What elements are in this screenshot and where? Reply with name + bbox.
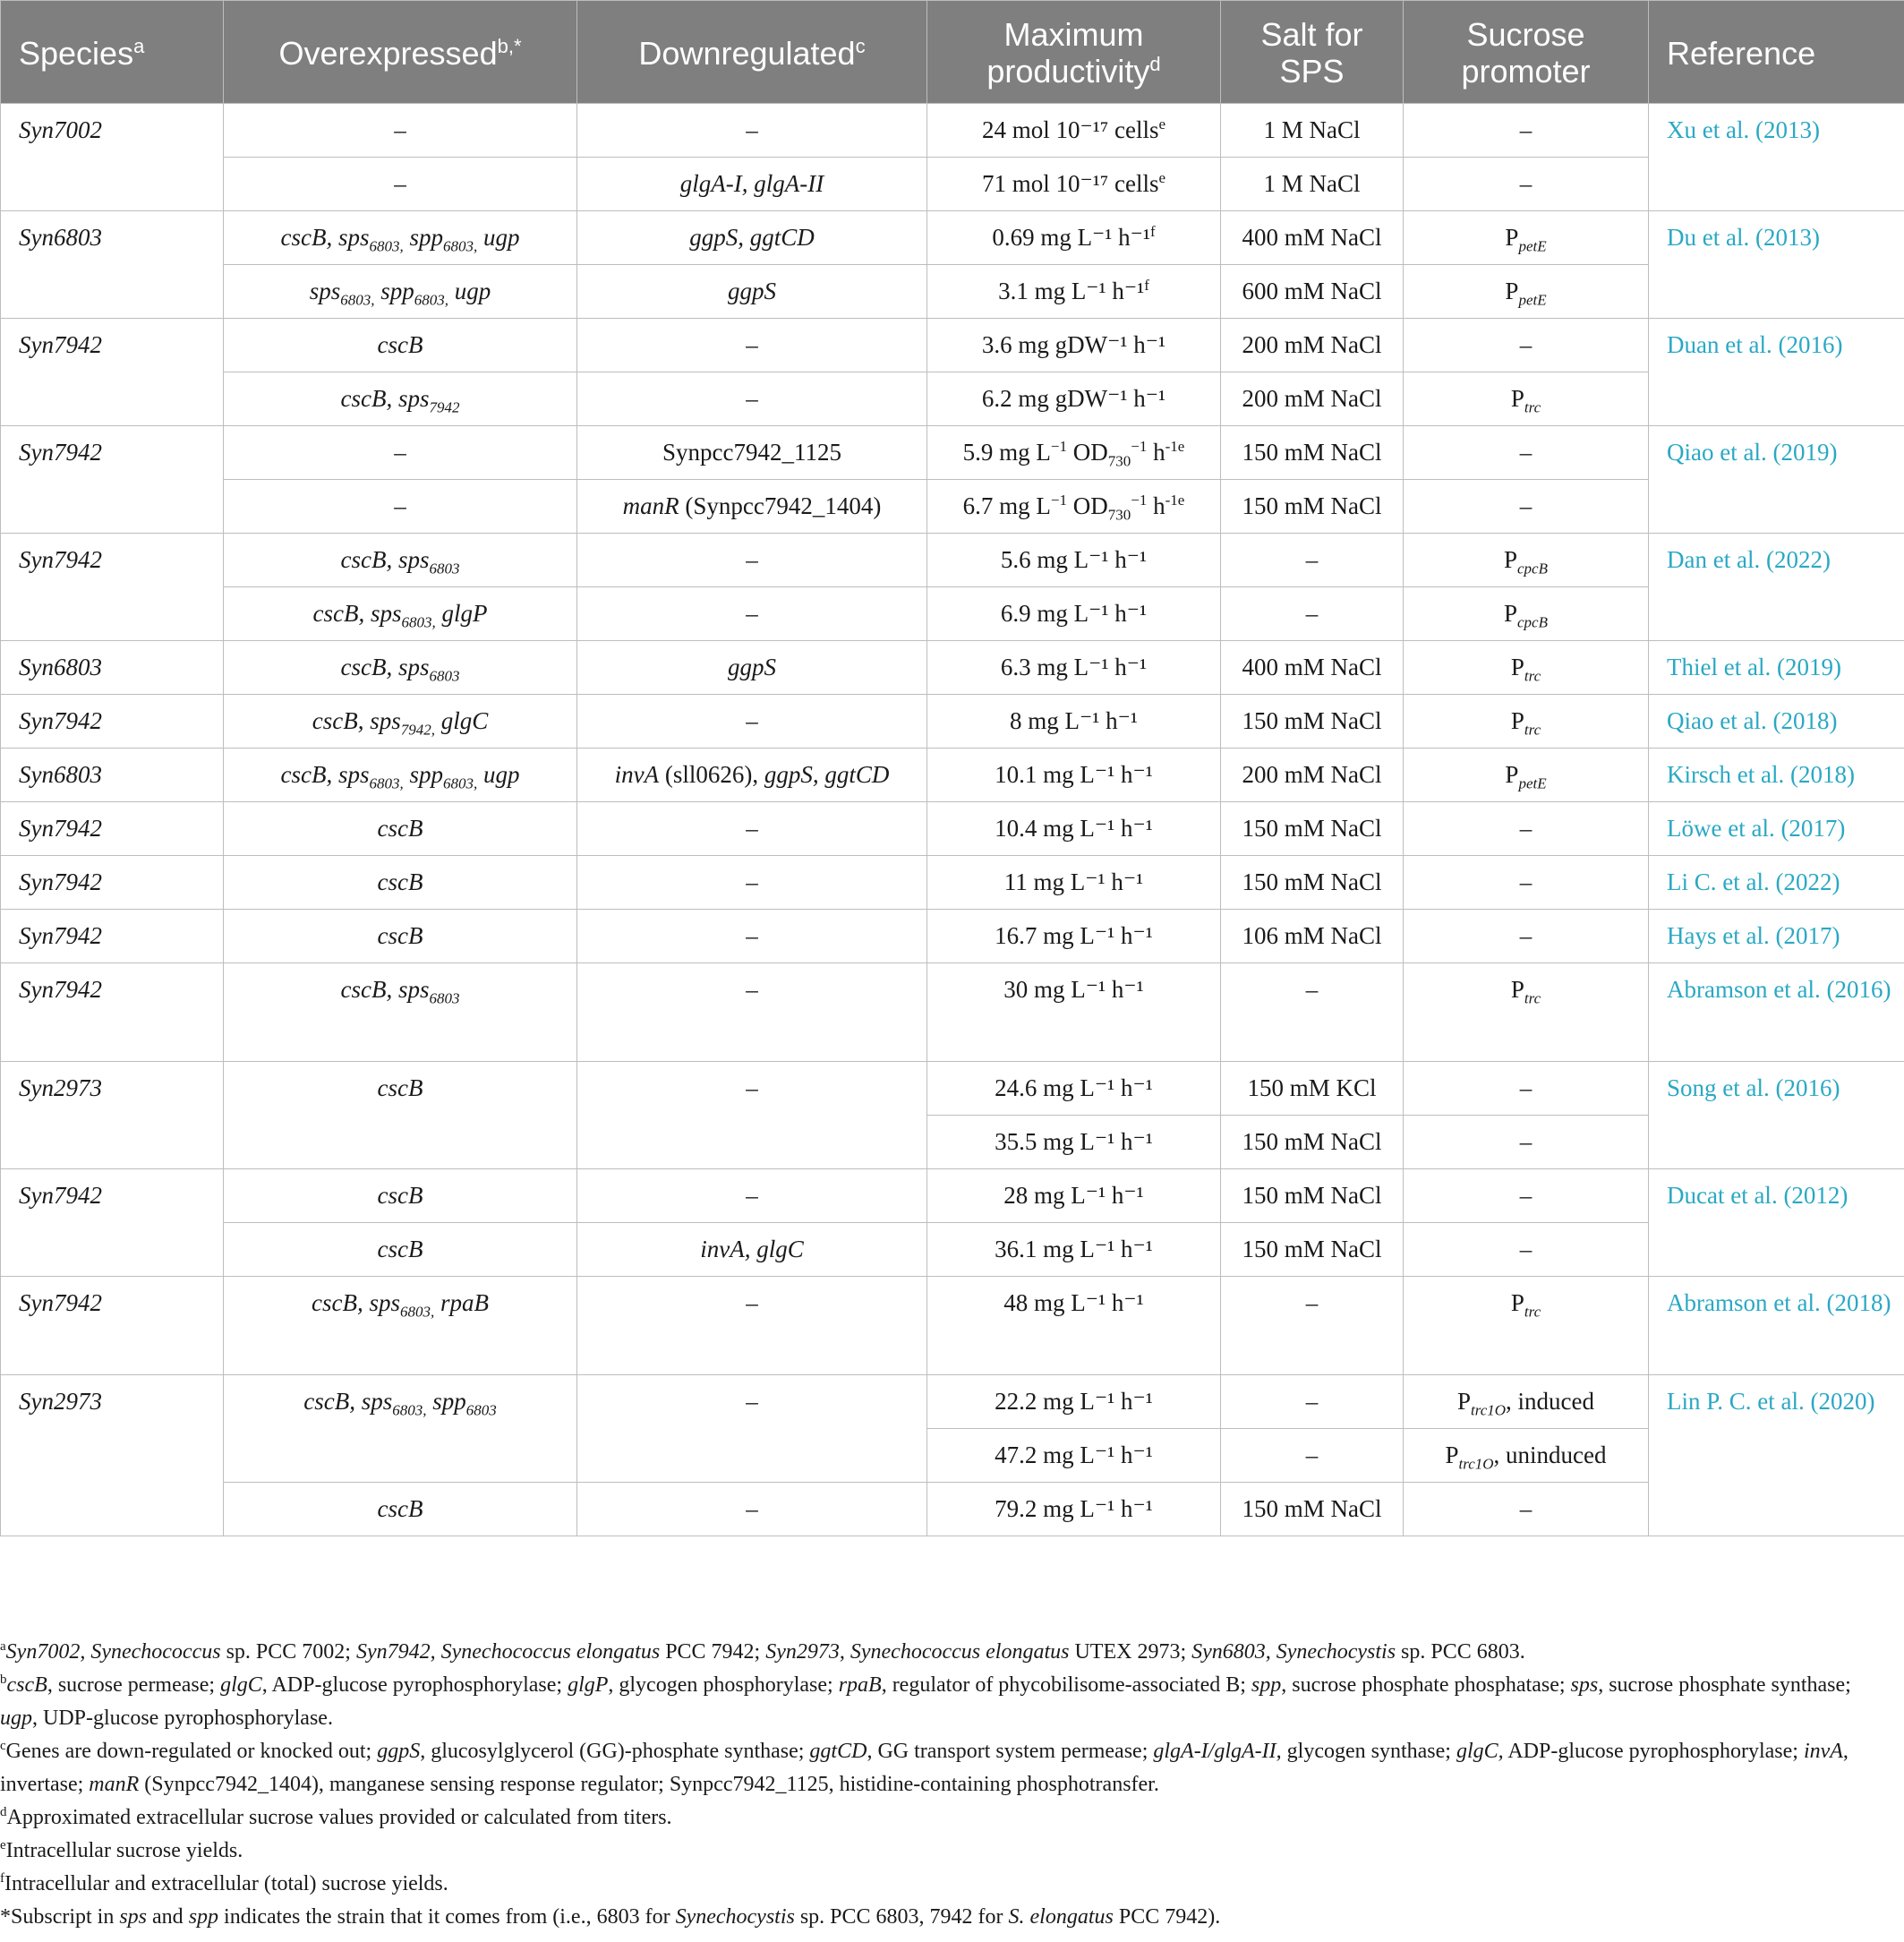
overexpressed-cell: – bbox=[224, 104, 577, 158]
species-cell: Syn7942 bbox=[1, 856, 224, 910]
promoter-cell: – bbox=[1404, 1483, 1649, 1536]
productivity-cell: 16.7 mg L⁻¹ h⁻¹ bbox=[927, 910, 1221, 963]
downregulated-cell: – bbox=[577, 1277, 927, 1375]
overexpressed-cell: – bbox=[224, 426, 577, 480]
reference-link[interactable]: Abramson et al. (2016) bbox=[1649, 963, 1904, 1062]
downregulated-cell: invA, glgC bbox=[577, 1223, 927, 1277]
salt-cell: 150 mM NaCl bbox=[1221, 856, 1404, 910]
overexpressed-cell: cscB bbox=[224, 1062, 577, 1169]
downregulated-cell: Synpcc7942_1125 bbox=[577, 426, 927, 480]
salt-cell: 150 mM NaCl bbox=[1221, 1223, 1404, 1277]
promoter-cell: $P_{petE}$ bbox=[1404, 265, 1649, 319]
overexpressed-cell: cscB bbox=[224, 802, 577, 856]
header-promoter: Sucrose promoter bbox=[1404, 1, 1649, 104]
overexpressed-cell: cscB bbox=[224, 1223, 577, 1277]
productivity-cell: 35.5 mg L⁻¹ h⁻¹ bbox=[927, 1116, 1221, 1169]
overexpressed-cell: cscB bbox=[224, 856, 577, 910]
species-cell: Syn6803 bbox=[1, 749, 224, 802]
salt-cell: 400 mM NaCl bbox=[1221, 641, 1404, 695]
productivity-cell: 6.2 mg gDW⁻¹ h⁻¹ bbox=[927, 372, 1221, 426]
header-overexpressed: Overexpressed$^{b,*}$ bbox=[224, 1, 577, 104]
table-row bbox=[1, 695, 1904, 749]
productivity-cell: 71 mol 10⁻¹⁷ cells$^e$ bbox=[927, 158, 1221, 211]
overexpressed-cell: cscB, sps$_{7942,}$ glgC bbox=[224, 695, 577, 749]
salt-cell: 200 mM NaCl bbox=[1221, 372, 1404, 426]
footnote-b: $^b$cscB, sucrose permease; glgC, ADP-glucose pyrophosphorylase; glgP, glycogen phosphorylase; rpaB, regulator of phycobilisome-associated B; spp, sucrose phosphate phosphatase; sps, sucrose phosphate synthase; ugp, UDP-glucose pyrophosphorylase. bbox=[0, 1673, 1851, 1730]
species-cell: Syn7942 bbox=[1, 319, 224, 426]
salt-cell: 150 mM NaCl bbox=[1221, 1116, 1404, 1169]
species-cell: Syn2973 bbox=[1, 1062, 224, 1169]
productivity-cell: 36.1 mg L⁻¹ h⁻¹ bbox=[927, 1223, 1221, 1277]
productivity-cell: 79.2 mg L⁻¹ h⁻¹ bbox=[927, 1483, 1221, 1536]
table-row bbox=[1, 856, 1904, 910]
overexpressed-cell: cscB bbox=[224, 1483, 577, 1536]
productivity-cell: 11 mg L⁻¹ h⁻¹ bbox=[927, 856, 1221, 910]
salt-cell: 200 mM NaCl bbox=[1221, 749, 1404, 802]
productivity-cell: 8 mg L⁻¹ h⁻¹ bbox=[927, 695, 1221, 749]
productivity-cell: 3.1 mg L⁻¹ h⁻¹$^f$ bbox=[927, 265, 1221, 319]
downregulated-cell: – bbox=[577, 910, 927, 963]
header-productivity: Maximum productivity$^d$ bbox=[927, 1, 1221, 104]
overexpressed-cell: cscB, sps$_{6803,}$ spp$_{6803,}$ ugp bbox=[224, 749, 577, 802]
reference-link[interactable]: Thiel et al. (2019) bbox=[1649, 641, 1904, 695]
promoter-cell: – bbox=[1404, 104, 1649, 158]
table-row bbox=[1, 426, 1904, 480]
footnote-c: $^c$Genes are down-regulated or knocked out; ggpS, glucosylglycerol (GG)-phosphate synthase; ggtCD, GG transport system permease; glgA-I/glgA-II, glycogen synthase; glgC, ADP-glucose pyrophosphorylase; invA, invertase; manR (Synpcc7942_1404), manganese sensing response regulator; Synpcc7942_1125, histidine-containing phosphotransfer. bbox=[0, 1739, 1849, 1796]
salt-cell: 400 mM NaCl bbox=[1221, 211, 1404, 265]
header-species: Species$^a$ bbox=[1, 1, 224, 104]
table-row bbox=[1, 1375, 1904, 1429]
downregulated-cell: ggpS, ggtCD bbox=[577, 211, 927, 265]
salt-cell: – bbox=[1221, 1375, 1404, 1429]
overexpressed-cell: sps$_{6803,}$ spp$_{6803,}$ ugp bbox=[224, 265, 577, 319]
footnote-a: $^a$Syn7002, Synechococcus sp. PCC 7002; Syn7942, Synechococcus elongatus PCC 7942; Syn2973, Synechococcus elongatus UTEX 2973; Syn6803, Synechocystis sp. PCC 6803. bbox=[0, 1639, 1525, 1664]
table-footnotes bbox=[0, 1636, 1889, 1934]
salt-cell: – bbox=[1221, 534, 1404, 587]
downregulated-cell: – bbox=[577, 1375, 927, 1483]
salt-cell: – bbox=[1221, 1429, 1404, 1483]
salt-cell: 1 M NaCl bbox=[1221, 158, 1404, 211]
reference-link[interactable]: Song et al. (2016) bbox=[1649, 1062, 1904, 1169]
productivity-cell: 6.3 mg L⁻¹ h⁻¹ bbox=[927, 641, 1221, 695]
species-cell: Syn6803 bbox=[1, 641, 224, 695]
downregulated-cell: – bbox=[577, 587, 927, 641]
downregulated-cell: manR (Synpcc7942_1404) bbox=[577, 480, 927, 534]
promoter-cell: $P_{petE}$ bbox=[1404, 211, 1649, 265]
downregulated-cell: – bbox=[577, 695, 927, 749]
salt-cell: 200 mM NaCl bbox=[1221, 319, 1404, 372]
species-cell: Syn7942 bbox=[1, 534, 224, 641]
downregulated-cell: – bbox=[577, 104, 927, 158]
salt-cell: 150 mM NaCl bbox=[1221, 695, 1404, 749]
table-row bbox=[1, 104, 1904, 158]
productivity-cell: 6.7 mg $L^{-1}$ $OD_{730}^{-1}$ $h^{-1e}$ bbox=[927, 480, 1221, 534]
species-cell: Syn7942 bbox=[1, 802, 224, 856]
productivity-cell: 30 mg L⁻¹ h⁻¹ bbox=[927, 963, 1221, 1062]
salt-cell: 150 mM KCl bbox=[1221, 1062, 1404, 1116]
table-row bbox=[1, 265, 1904, 319]
promoter-cell: – bbox=[1404, 1223, 1649, 1277]
table-row bbox=[1, 1169, 1904, 1223]
promoter-cell: $P_{trc}$ bbox=[1404, 1277, 1649, 1375]
reference-link[interactable]: Qiao et al. (2018) bbox=[1649, 695, 1904, 749]
overexpressed-cell: cscB, sps$_{6803,}$ rpaB bbox=[224, 1277, 577, 1375]
reference-link[interactable]: Hays et al. (2017) bbox=[1649, 910, 1904, 963]
salt-cell: 150 mM NaCl bbox=[1221, 426, 1404, 480]
salt-cell: 150 mM NaCl bbox=[1221, 1483, 1404, 1536]
header-salt: Salt for SPS bbox=[1221, 1, 1404, 104]
overexpressed-cell: cscB bbox=[224, 319, 577, 372]
species-cell: Syn7002 bbox=[1, 104, 224, 211]
table-row bbox=[1, 1483, 1904, 1536]
overexpressed-cell: cscB bbox=[224, 910, 577, 963]
reference-link[interactable]: Qiao et al. (2019) bbox=[1649, 426, 1904, 534]
promoter-cell: – bbox=[1404, 856, 1649, 910]
table-row bbox=[1, 1277, 1904, 1375]
overexpressed-cell: cscB, sps$_{6803}$ bbox=[224, 963, 577, 1062]
salt-cell: 150 mM NaCl bbox=[1221, 1169, 1404, 1223]
promoter-cell: – bbox=[1404, 1169, 1649, 1223]
reference-link[interactable]: Li C. et al. (2022) bbox=[1649, 856, 1904, 910]
promoter-cell: $P_{cpcB}$ bbox=[1404, 534, 1649, 587]
reference-link[interactable]: Abramson et al. (2018) bbox=[1649, 1277, 1904, 1375]
overexpressed-cell: cscB, sps$_{6803,}$ glgP bbox=[224, 587, 577, 641]
species-cell: Syn7942 bbox=[1, 963, 224, 1062]
promoter-cell: $P_{trc1O}$, uninduced bbox=[1404, 1429, 1649, 1483]
promoter-cell: – bbox=[1404, 1116, 1649, 1169]
table-row bbox=[1, 641, 1904, 695]
productivity-cell: 10.1 mg L⁻¹ h⁻¹ bbox=[927, 749, 1221, 802]
overexpressed-cell: cscB bbox=[224, 1169, 577, 1223]
downregulated-cell: – bbox=[577, 1483, 927, 1536]
downregulated-cell: – bbox=[577, 856, 927, 910]
productivity-cell: 22.2 mg L⁻¹ h⁻¹ bbox=[927, 1375, 1221, 1429]
reference-link[interactable]: Dan et al. (2022) bbox=[1649, 534, 1904, 641]
downregulated-cell: – bbox=[577, 372, 927, 426]
table-row bbox=[1, 1062, 1904, 1116]
salt-cell: 106 mM NaCl bbox=[1221, 910, 1404, 963]
overexpressed-cell: – bbox=[224, 158, 577, 211]
footnote-star: *Subscript in sps and spp indicates the strain that it comes from (i.e., 6803 for Synechocystis sp. PCC 6803, 7942 for S. elongatus PCC 7942). bbox=[0, 1905, 1221, 1929]
downregulated-cell: – bbox=[577, 1062, 927, 1169]
reference-link[interactable]: Kirsch et al. (2018) bbox=[1649, 749, 1904, 802]
salt-cell: 150 mM NaCl bbox=[1221, 480, 1404, 534]
reference-link[interactable]: Du et al. (2013) bbox=[1649, 211, 1904, 319]
overexpressed-cell: cscB, sps$_{6803}$ bbox=[224, 534, 577, 587]
salt-cell: – bbox=[1221, 963, 1404, 1062]
overexpressed-cell: cscB, sps$_{6803,}$ spp$_{6803}$ bbox=[224, 1375, 577, 1483]
salt-cell: 600 mM NaCl bbox=[1221, 265, 1404, 319]
promoter-cell: – bbox=[1404, 910, 1649, 963]
productivity-cell: 5.6 mg L⁻¹ h⁻¹ bbox=[927, 534, 1221, 587]
productivity-cell: 6.9 mg L⁻¹ h⁻¹ bbox=[927, 587, 1221, 641]
footnote-d: $^d$Approximated extracellular sucrose values provided or calculated from titers. bbox=[0, 1805, 672, 1829]
promoter-cell: $P_{trc}$ bbox=[1404, 641, 1649, 695]
table-row bbox=[1, 963, 1904, 1062]
productivity-cell: 47.2 mg L⁻¹ h⁻¹ bbox=[927, 1429, 1221, 1483]
salt-cell: – bbox=[1221, 587, 1404, 641]
reference-link[interactable]: Ducat et al. (2012) bbox=[1649, 1169, 1904, 1277]
reference-link[interactable]: Xu et al. (2013) bbox=[1649, 104, 1904, 211]
productivity-cell: 3.6 mg gDW⁻¹ h⁻¹ bbox=[927, 319, 1221, 372]
species-cell: Syn2973 bbox=[1, 1375, 224, 1536]
downregulated-cell: – bbox=[577, 319, 927, 372]
table-row bbox=[1, 534, 1904, 587]
downregulated-cell: glgA-I, glgA-II bbox=[577, 158, 927, 211]
table-row bbox=[1, 158, 1904, 211]
table-row bbox=[1, 480, 1904, 534]
downregulated-cell: – bbox=[577, 1169, 927, 1223]
salt-cell: – bbox=[1221, 1277, 1404, 1375]
promoter-cell: $P_{trc}$ bbox=[1404, 695, 1649, 749]
promoter-cell: $P_{trc1O}$, induced bbox=[1404, 1375, 1649, 1429]
promoter-cell: – bbox=[1404, 480, 1649, 534]
header-row bbox=[1, 1, 1904, 104]
productivity-cell: 5.9 mg $L^{-1}$ $OD_{730}^{-1}$ $h^{-1e}$ bbox=[927, 426, 1221, 480]
overexpressed-cell: cscB, sps$_{6803}$ bbox=[224, 641, 577, 695]
species-cell: Syn7942 bbox=[1, 1169, 224, 1277]
promoter-cell: – bbox=[1404, 319, 1649, 372]
downregulated-cell: – bbox=[577, 963, 927, 1062]
productivity-cell: 48 mg L⁻¹ h⁻¹ bbox=[927, 1277, 1221, 1375]
productivity-cell: 10.4 mg L⁻¹ h⁻¹ bbox=[927, 802, 1221, 856]
table-row bbox=[1, 587, 1904, 641]
species-cell: Syn7942 bbox=[1, 695, 224, 749]
reference-link[interactable]: Lin P. C. et al. (2020) bbox=[1649, 1375, 1904, 1536]
footnote-f: $^f$Intracellular and extracellular (total) sucrose yields. bbox=[0, 1871, 448, 1895]
table-row bbox=[1, 749, 1904, 802]
header-downregulated: Downregulated$^c$ bbox=[577, 1, 927, 104]
overexpressed-cell: – bbox=[224, 480, 577, 534]
overexpressed-cell: cscB, sps$_{6803,}$ spp$_{6803,}$ ugp bbox=[224, 211, 577, 265]
promoter-cell: – bbox=[1404, 1062, 1649, 1116]
promoter-cell: – bbox=[1404, 426, 1649, 480]
table-row bbox=[1, 1223, 1904, 1277]
productivity-cell: 0.69 mg L⁻¹ h⁻¹$^f$ bbox=[927, 211, 1221, 265]
promoter-cell: $P_{cpcB}$ bbox=[1404, 587, 1649, 641]
downregulated-cell: ggpS bbox=[577, 641, 927, 695]
table-row bbox=[1, 211, 1904, 265]
salt-cell: 1 M NaCl bbox=[1221, 104, 1404, 158]
downregulated-cell: ggpS bbox=[577, 265, 927, 319]
overexpressed-cell: cscB, sps$_{7942}$ bbox=[224, 372, 577, 426]
species-cell: Syn7942 bbox=[1, 1277, 224, 1375]
promoter-cell: $P_{petE}$ bbox=[1404, 749, 1649, 802]
promoter-cell: – bbox=[1404, 158, 1649, 211]
salt-cell: 150 mM NaCl bbox=[1221, 802, 1404, 856]
reference-link[interactable]: Löwe et al. (2017) bbox=[1649, 802, 1904, 856]
downregulated-cell: invA (sll0626), ggpS, ggtCD bbox=[577, 749, 927, 802]
table-row bbox=[1, 372, 1904, 426]
table-row bbox=[1, 802, 1904, 856]
productivity-cell: 24.6 mg L⁻¹ h⁻¹ bbox=[927, 1062, 1221, 1116]
promoter-cell: – bbox=[1404, 802, 1649, 856]
promoter-cell: $P_{trc}$ bbox=[1404, 372, 1649, 426]
table-row bbox=[1, 910, 1904, 963]
species-cell: Syn7942 bbox=[1, 426, 224, 534]
downregulated-cell: – bbox=[577, 534, 927, 587]
reference-link[interactable]: Duan et al. (2016) bbox=[1649, 319, 1904, 426]
species-cell: Syn7942 bbox=[1, 910, 224, 963]
footnote-e: $^e$Intracellular sucrose yields. bbox=[0, 1838, 243, 1862]
productivity-cell: 28 mg L⁻¹ h⁻¹ bbox=[927, 1169, 1221, 1223]
species-cell: Syn6803 bbox=[1, 211, 224, 319]
header-reference: Reference bbox=[1649, 1, 1904, 104]
promoter-cell: $P_{trc}$ bbox=[1404, 963, 1649, 1062]
productivity-cell: 24 mol 10⁻¹⁷ cells$^e$ bbox=[927, 104, 1221, 158]
downregulated-cell: – bbox=[577, 802, 927, 856]
table-row bbox=[1, 319, 1904, 372]
